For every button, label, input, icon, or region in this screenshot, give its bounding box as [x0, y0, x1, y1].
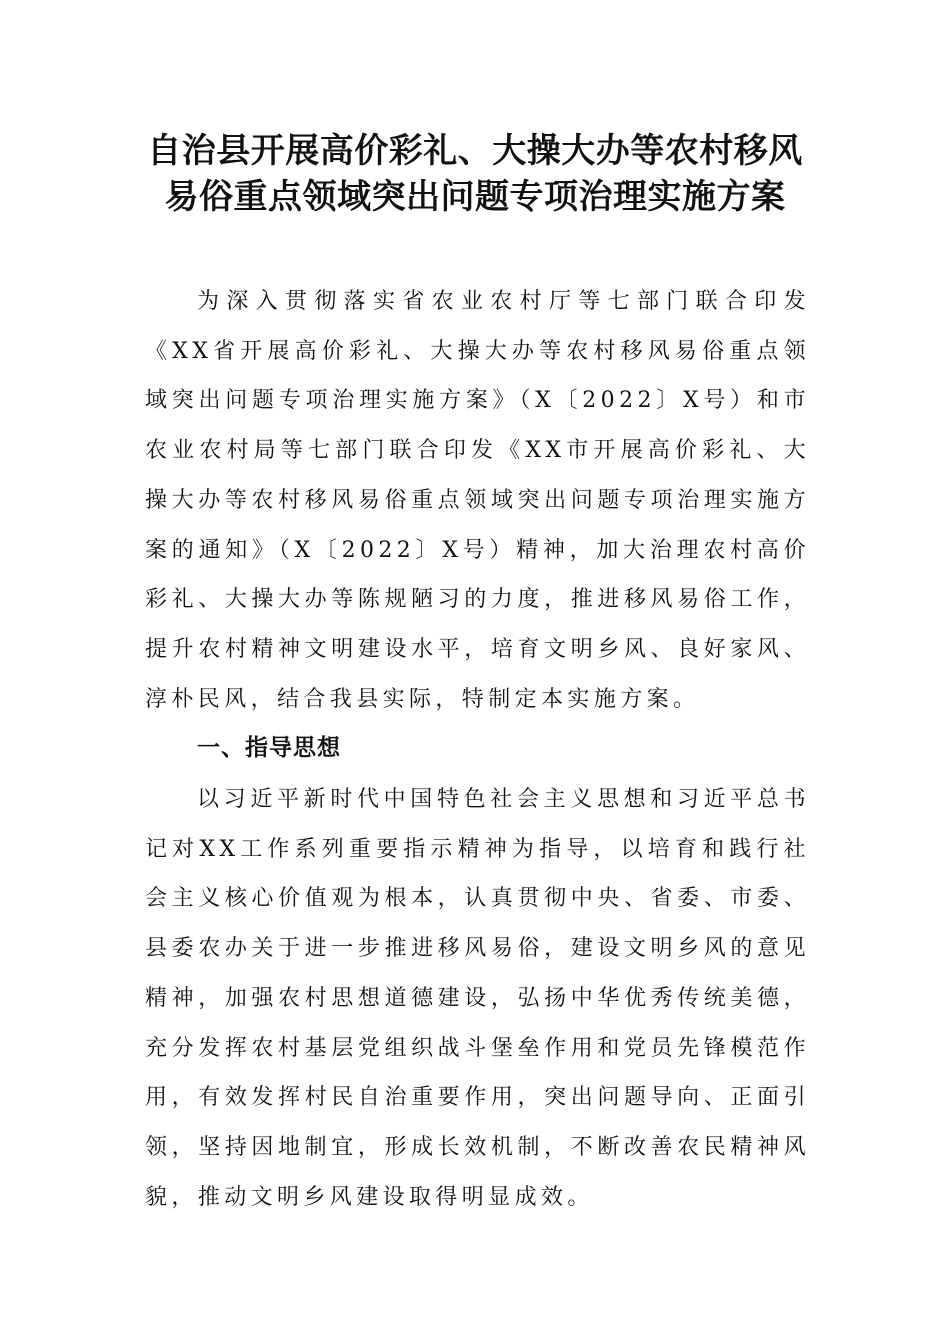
section-heading-guiding-ideology: 一、指导思想: [197, 735, 341, 761]
document-title: 自治县开展高价彩礼、大操大办等农村移风易俗重点领域突出问题专项治理实施方案: [147, 131, 803, 217]
guiding-ideology-paragraph: 以习近平新时代中国特色社会主义思想和习近平总书记对XX工作系列重要指示精神为指导，以培育和践行社会主义核心价值观为根本，认真贯彻中央、省委、市委、县委农办关于进一步推进移风易俗，建设文明乡风的意见精神，加强农村思想道德建设，弘扬中华优秀传统美德，充分发挥农村基层党组织战斗堡垒作用和党员先锋模范作用，有效发挥村民自治重要作用，突出问题导向、正面引领，坚持因地制宜，形成长效机制，不断改善农民精神风貌，推动文明乡风建设取得明显成效。: [145, 787, 810, 1210]
intro-paragraph: 为深入贯彻落实省农业农村厅等七部门联合印发《XX省开展高价彩礼、大操大办等农村移风易俗重点领域突出问题专项治理实施方案》（X〔2022〕X号）和市农业农村局等七部门联合印发《XX市开展高价彩礼、大操大办等农村移风易俗重点领域突出问题专项治理实施方案的通知》（X〔2022〕X号）精神，加大治理农村高价彩礼、大操大办等陈规陋习的力度，推进移风易俗工作，提升农村精神文明建设水平，培育文明乡风、良好家风、淳朴民风，结合我县实际，特制定本实施方案。: [145, 289, 810, 712]
